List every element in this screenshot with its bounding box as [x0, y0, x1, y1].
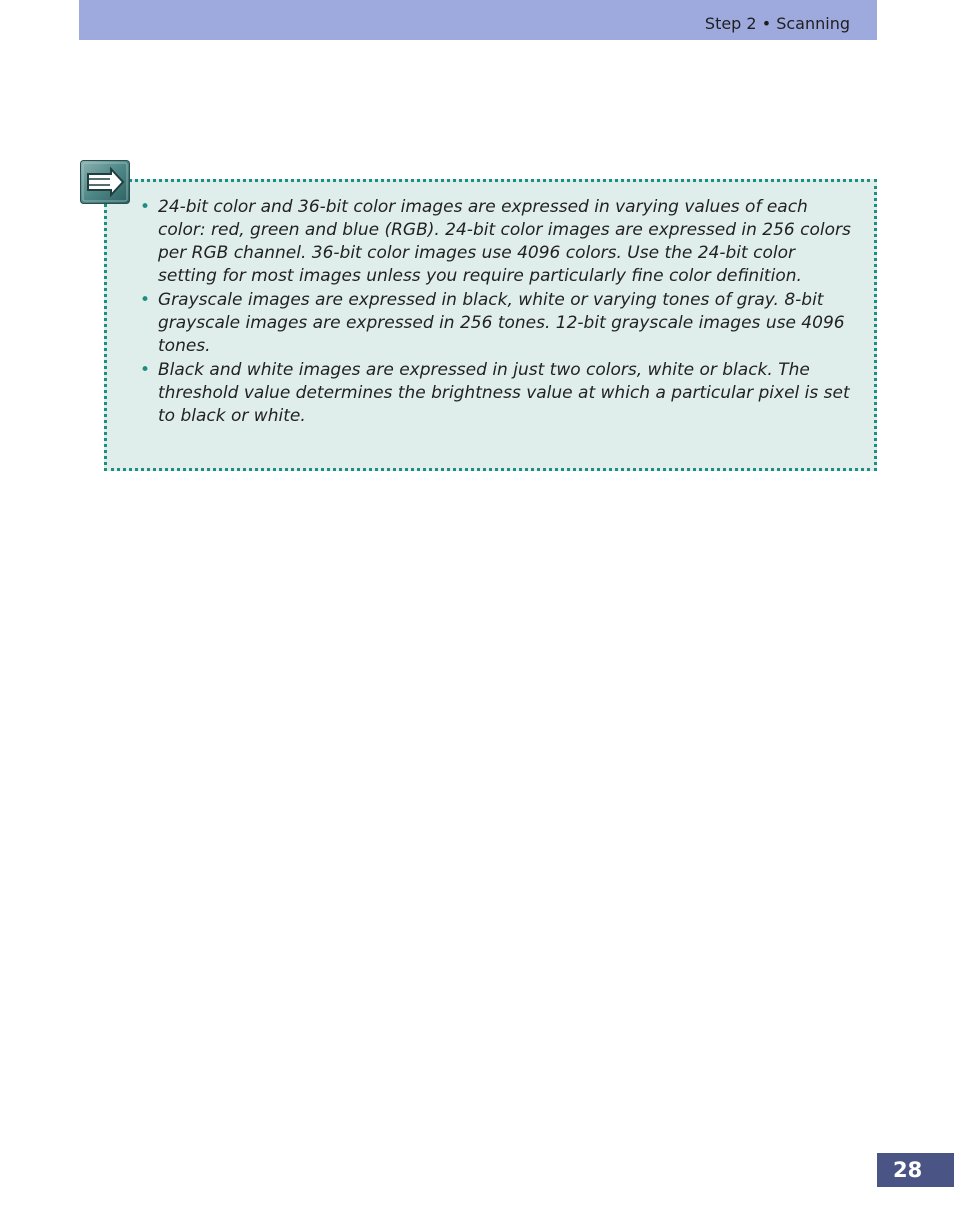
note-item-text: Grayscale images are expressed in black, white or varying tones of gray. 8-bit grayscale images are expressed in 256 tones. 12-bit grayscale images use 4096 tones. — [158, 290, 845, 356]
note-item — [139, 196, 855, 288]
bullet-marker: • — [140, 360, 151, 380]
bullet-marker: • — [140, 290, 151, 310]
page-number: 28 — [893, 1158, 923, 1182]
note-item-text: Black and white images are expressed in just two colors, white or black. The threshold value determines the brightness value at which a particular pixel is set to black or white. — [158, 360, 850, 426]
page-number-box — [877, 1153, 954, 1187]
note-list — [139, 196, 855, 429]
note-item — [139, 289, 855, 358]
note-item-text: 24-bit color and 36-bit color images are expressed in varying values of each color: red, green and blue (RGB). 24-bit color images are expressed in 256 colors per RGB channel. 36-bit color images use 4096 colors. Use the 24-bit color setting for most images unless you require particularly fine color definition. — [158, 197, 851, 286]
section-title: Step 2 • Scanning — [704, 14, 850, 33]
note-item — [139, 359, 855, 428]
note-arrow-icon — [80, 160, 130, 204]
page-header-bar — [79, 0, 877, 40]
bullet-marker: • — [140, 197, 151, 217]
